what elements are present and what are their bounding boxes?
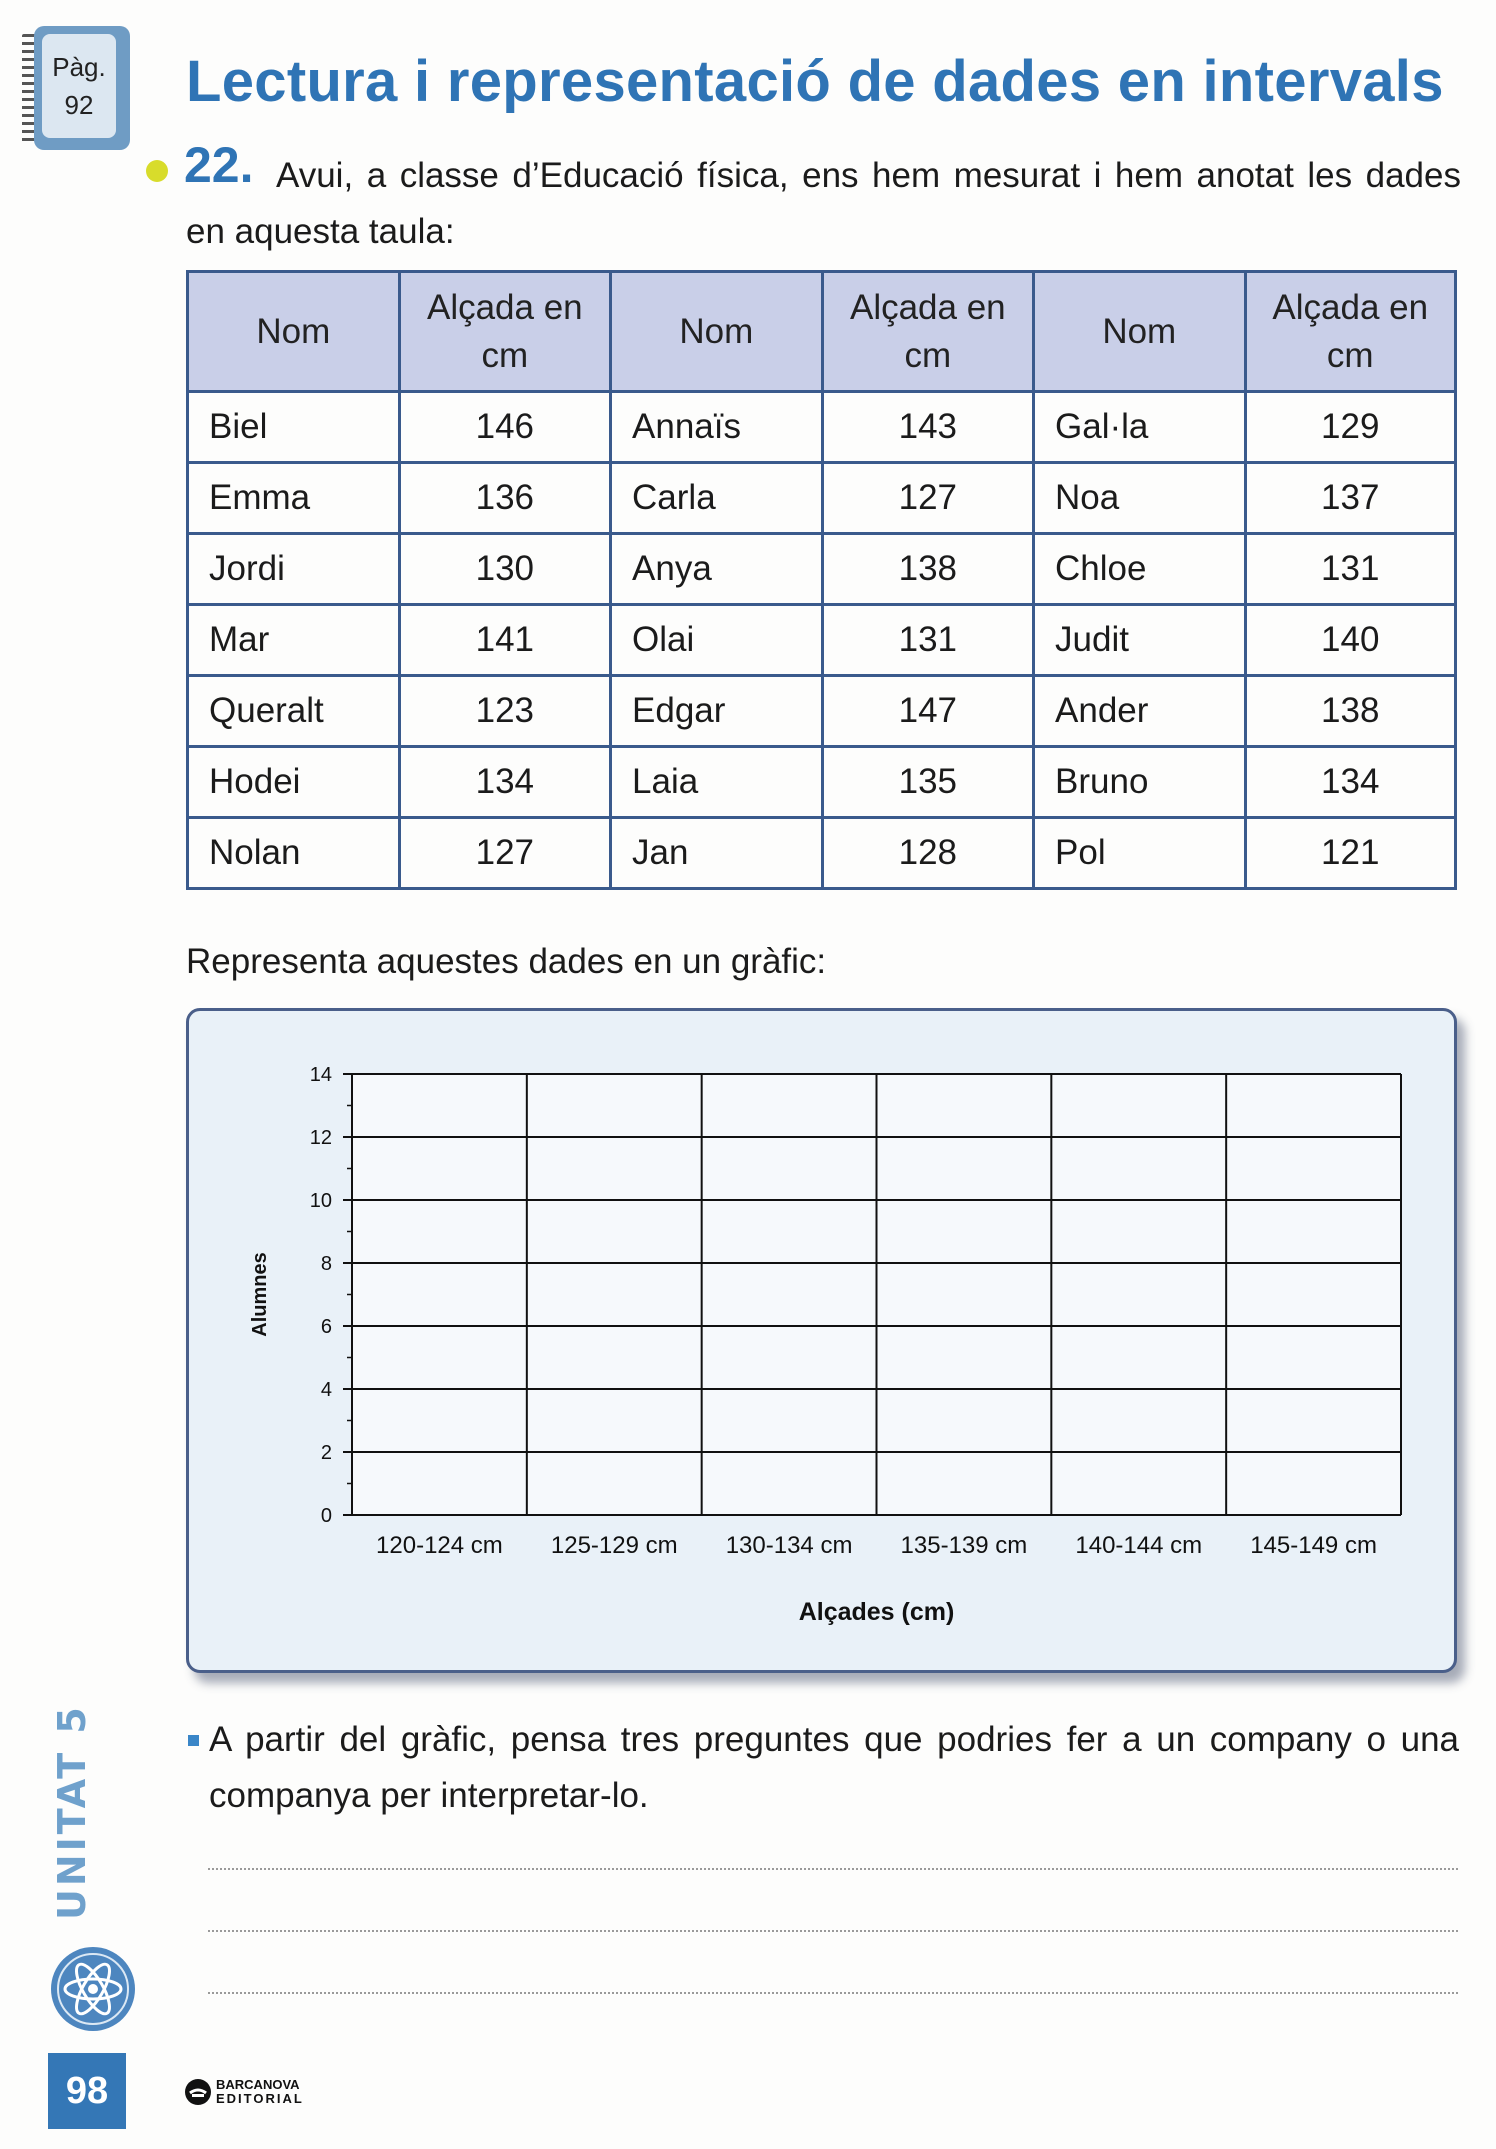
height-cell: 131 bbox=[822, 605, 1033, 676]
name-cell: Jan bbox=[611, 818, 823, 889]
y-axis-title: Alumnes bbox=[249, 1252, 271, 1337]
name-cell: Mar bbox=[188, 605, 400, 676]
column-header: Alçada en cm bbox=[822, 272, 1033, 392]
name-cell: Noa bbox=[1034, 463, 1245, 534]
x-category-label: 120-124 cm bbox=[376, 1532, 503, 1559]
x-axis-title: Alçades (cm) bbox=[798, 1598, 955, 1626]
page-reference-tag bbox=[22, 26, 130, 154]
height-cell: 127 bbox=[822, 463, 1033, 534]
x-category-label: 135-139 cm bbox=[900, 1532, 1028, 1559]
height-cell: 121 bbox=[1245, 818, 1456, 889]
name-cell: Anya bbox=[611, 534, 823, 605]
question-text: A partir del gràfic, pensa tres preguntes que podries fer a un company o una companya per interpretar-lo. bbox=[209, 1720, 1459, 1815]
name-cell: Emma bbox=[188, 463, 400, 534]
name-cell: Nolan bbox=[188, 818, 400, 889]
height-cell: 138 bbox=[1245, 676, 1456, 747]
name-cell: Pol bbox=[1034, 818, 1245, 889]
table-row bbox=[188, 747, 1456, 818]
chart-instruction: Representa aquestes dades en un gràfic: bbox=[186, 942, 827, 981]
publisher-name: BARCANOVA bbox=[216, 2077, 300, 2092]
height-cell: 147 bbox=[822, 676, 1033, 747]
publisher-subtitle: EDITORIAL bbox=[216, 2091, 304, 2106]
answer-line[interactable] bbox=[208, 1868, 1458, 1870]
x-category-label: 125-129 cm bbox=[550, 1532, 678, 1559]
unit-label: UNITAT 5 bbox=[50, 1704, 94, 1920]
height-cell: 138 bbox=[822, 534, 1033, 605]
column-header: Alçada en cm bbox=[399, 272, 610, 392]
name-cell: Olai bbox=[611, 605, 823, 676]
name-cell: Carla bbox=[611, 463, 823, 534]
height-cell: 141 bbox=[399, 605, 610, 676]
table-row bbox=[188, 676, 1456, 747]
page-reference-inner bbox=[42, 34, 116, 138]
exercise-dot-icon bbox=[146, 160, 168, 182]
bullet-icon bbox=[188, 1735, 199, 1746]
atom-icon bbox=[48, 1944, 138, 2034]
x-category-label: 130-134 cm bbox=[725, 1532, 853, 1559]
table-row bbox=[188, 534, 1456, 605]
height-cell: 140 bbox=[1245, 605, 1456, 676]
height-cell: 130 bbox=[399, 534, 610, 605]
y-tick-label: 0 bbox=[320, 1505, 332, 1527]
column-header: Alçada en cm bbox=[1245, 272, 1456, 392]
name-cell: Biel bbox=[188, 392, 400, 463]
table-row bbox=[188, 605, 1456, 676]
height-cell: 127 bbox=[399, 818, 610, 889]
y-tick-label: 4 bbox=[320, 1379, 332, 1401]
page-reference-number: 92 bbox=[64, 90, 94, 120]
name-cell: Laia bbox=[611, 747, 823, 818]
height-cell: 143 bbox=[822, 392, 1033, 463]
height-cell: 135 bbox=[822, 747, 1033, 818]
y-tick-label: 8 bbox=[320, 1253, 332, 1275]
page-reference-label: Pàg. bbox=[52, 52, 106, 82]
height-cell: 134 bbox=[399, 747, 610, 818]
table-header-row bbox=[188, 272, 1456, 392]
height-cell: 146 bbox=[399, 392, 610, 463]
exercise-number: 22. bbox=[184, 137, 254, 193]
column-header: Nom bbox=[1034, 272, 1245, 392]
x-category-label: 140-144 cm bbox=[1075, 1532, 1203, 1559]
y-tick-label: 12 bbox=[309, 1127, 332, 1149]
table-row bbox=[188, 463, 1456, 534]
page-number: 98 bbox=[48, 2053, 126, 2129]
column-header: Nom bbox=[188, 272, 400, 392]
y-tick-label: 10 bbox=[309, 1190, 332, 1212]
name-cell: Annaïs bbox=[611, 392, 823, 463]
table-row bbox=[188, 392, 1456, 463]
height-cell: 128 bbox=[822, 818, 1033, 889]
height-cell: 134 bbox=[1245, 747, 1456, 818]
height-cell: 123 bbox=[399, 676, 610, 747]
publisher-logo-icon bbox=[184, 2078, 212, 2106]
height-cell: 137 bbox=[1245, 463, 1456, 534]
heights-table bbox=[186, 270, 1457, 890]
table-row bbox=[188, 818, 1456, 889]
height-cell: 129 bbox=[1245, 392, 1456, 463]
name-cell: Gal·la bbox=[1034, 392, 1245, 463]
name-cell: Edgar bbox=[611, 676, 823, 747]
y-tick-label: 6 bbox=[320, 1316, 332, 1338]
name-cell: Hodei bbox=[188, 747, 400, 818]
page-reference-card bbox=[34, 26, 130, 150]
name-cell: Queralt bbox=[188, 676, 400, 747]
name-cell: Ander bbox=[1034, 676, 1245, 747]
y-tick-label: 2 bbox=[320, 1442, 332, 1464]
y-tick-label: 14 bbox=[309, 1064, 332, 1086]
name-cell: Jordi bbox=[188, 534, 400, 605]
answer-line[interactable] bbox=[208, 1992, 1458, 1994]
name-cell: Judit bbox=[1034, 605, 1245, 676]
x-category-label: 145-149 cm bbox=[1250, 1532, 1377, 1559]
name-cell: Chloe bbox=[1034, 534, 1245, 605]
blank-bar-chart[interactable] bbox=[186, 1008, 1457, 1673]
column-header: Nom bbox=[611, 272, 823, 392]
height-cell: 131 bbox=[1245, 534, 1456, 605]
answer-line[interactable] bbox=[208, 1930, 1458, 1932]
height-cell: 136 bbox=[399, 463, 610, 534]
page-title: Lectura i representació de dades en intervals bbox=[186, 49, 1444, 114]
name-cell: Bruno bbox=[1034, 747, 1245, 818]
exercise-statement: Avui, a classe d’Educació física, ens hem mesurat i hem anotat les dades en aquesta taula: bbox=[186, 156, 1461, 251]
